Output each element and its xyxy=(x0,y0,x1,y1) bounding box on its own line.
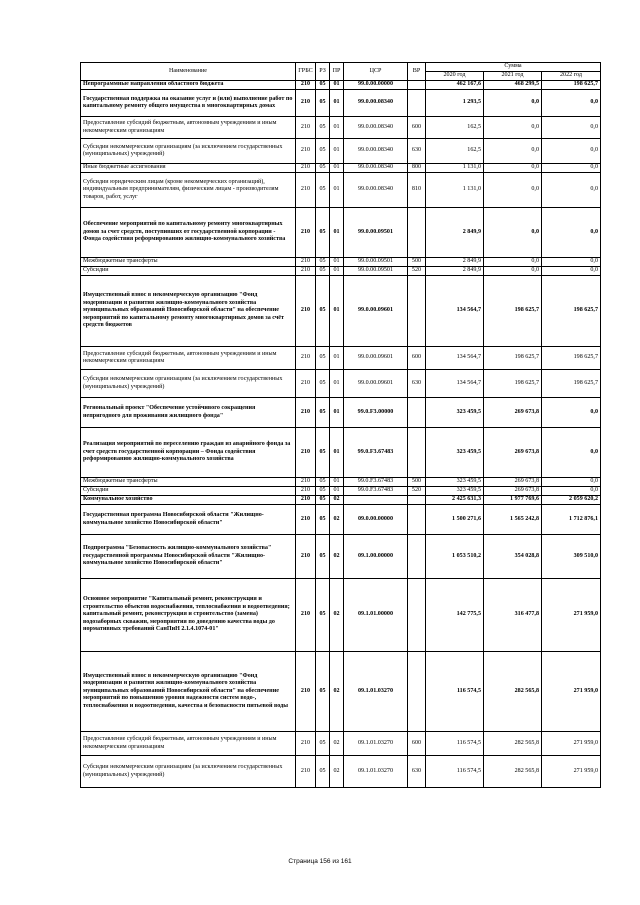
row-value-2022: 271 959,0 xyxy=(542,732,601,756)
row-value-2021: 0,0 xyxy=(484,208,542,258)
row-value-2020: 1 293,5 xyxy=(426,90,484,117)
row-value-2020: 2 425 631,3 xyxy=(426,496,484,505)
table-row xyxy=(81,90,601,117)
row-value-2022: 271 959,0 xyxy=(542,652,601,732)
row-rz: 05 xyxy=(316,652,330,732)
row-grbs: 210 xyxy=(296,90,316,117)
budget-page xyxy=(80,62,600,788)
row-value-2022: 0,0 xyxy=(542,428,601,478)
row-pr: 02 xyxy=(330,756,344,788)
row-grbs: 210 xyxy=(296,428,316,478)
row-value-2022: 0,0 xyxy=(542,208,601,258)
row-value-2022: 198 625,7 xyxy=(542,347,601,370)
row-pr: 02 xyxy=(330,505,344,535)
row-vr xyxy=(408,90,426,117)
table-row xyxy=(81,208,601,258)
row-value-2021: 269 673,8 xyxy=(484,398,542,428)
row-value-2021: 282 565,8 xyxy=(484,652,542,732)
row-vr xyxy=(408,81,426,90)
row-name: Субсидии xyxy=(81,267,296,276)
table-row xyxy=(81,117,601,139)
row-pr: 01 xyxy=(330,267,344,276)
row-grbs: 210 xyxy=(296,496,316,505)
row-vr xyxy=(408,276,426,347)
row-grbs: 210 xyxy=(296,535,316,579)
row-vr xyxy=(408,398,426,428)
row-value-2022: 198 625,7 xyxy=(542,370,601,398)
row-value-2022: 0,0 xyxy=(542,398,601,428)
table-row xyxy=(81,164,601,173)
row-value-2021: 1 977 769,6 xyxy=(484,496,542,505)
table-row xyxy=(81,276,601,347)
row-name: Государственная программа Новосибирской области "Жилищно-коммунальное хозяйство Новосибирской области" xyxy=(81,505,296,535)
table-body xyxy=(81,81,601,788)
row-csr: 99.0.F3.67483 xyxy=(344,478,408,487)
table-row xyxy=(81,756,601,788)
row-csr: 99.0.00.09501 xyxy=(344,258,408,267)
row-value-2020: 1 053 510,2 xyxy=(426,535,484,579)
row-name: Предоставление субсидий бюджетным, автономным учреждениям и иным некоммерческим организациям xyxy=(81,347,296,370)
row-name: Непрограммные направления областного бюджета xyxy=(81,81,296,90)
row-pr: 01 xyxy=(330,487,344,496)
row-value-2022: 0,0 xyxy=(542,487,601,496)
row-vr: 630 xyxy=(408,756,426,788)
header-year-2021: 2021 год xyxy=(484,72,542,81)
row-name: Предоставление субсидий бюджетным, автономным учреждениям и иным некоммерческим организациям xyxy=(81,117,296,139)
row-value-2022: 271 959,0 xyxy=(542,579,601,652)
row-name: Региональный проект "Обеспечение устойчивого сокращения непригодного для проживания жилищного фонда" xyxy=(81,398,296,428)
table-row xyxy=(81,535,601,579)
row-value-2021: 0,0 xyxy=(484,164,542,173)
row-pr: 02 xyxy=(330,579,344,652)
row-value-2021: 0,0 xyxy=(484,117,542,139)
table-row xyxy=(81,487,601,496)
row-value-2021: 198 625,7 xyxy=(484,347,542,370)
row-pr: 01 xyxy=(330,90,344,117)
row-value-2022: 0,0 xyxy=(542,164,601,173)
row-csr: 09.1.01.03270 xyxy=(344,756,408,788)
row-rz: 05 xyxy=(316,732,330,756)
header-name: Наименование xyxy=(81,63,296,81)
row-name: Подпрограмма "Безопасность жилищно-коммунального хозяйства" государственной программы Новосибирской области "Жилищно-коммунальное хозяйство Новосибирской области" xyxy=(81,535,296,579)
row-pr: 02 xyxy=(330,496,344,505)
row-vr: 600 xyxy=(408,117,426,139)
row-csr: 99.0.00.08340 xyxy=(344,117,408,139)
row-rz: 05 xyxy=(316,535,330,579)
row-grbs: 210 xyxy=(296,164,316,173)
row-grbs: 210 xyxy=(296,370,316,398)
row-csr: 09.1.01.03270 xyxy=(344,652,408,732)
row-value-2020: 162,5 xyxy=(426,139,484,164)
row-value-2021: 0,0 xyxy=(484,267,542,276)
row-value-2021: 269 673,8 xyxy=(484,487,542,496)
row-grbs: 210 xyxy=(296,117,316,139)
row-value-2020: 2 849,9 xyxy=(426,208,484,258)
row-pr: 02 xyxy=(330,652,344,732)
row-grbs: 210 xyxy=(296,208,316,258)
header-pr: ПР xyxy=(330,63,344,81)
row-pr: 01 xyxy=(330,208,344,258)
row-rz: 05 xyxy=(316,267,330,276)
row-value-2021: 1 565 242,8 xyxy=(484,505,542,535)
row-pr: 01 xyxy=(330,173,344,208)
row-rz: 05 xyxy=(316,505,330,535)
row-rz: 05 xyxy=(316,428,330,478)
row-pr: 01 xyxy=(330,276,344,347)
table-row xyxy=(81,478,601,487)
row-value-2021: 0,0 xyxy=(484,258,542,267)
row-value-2020: 134 564,7 xyxy=(426,347,484,370)
row-name: Субсидии некоммерческим организациям (за исключением государственных (муниципальных) учреждений) xyxy=(81,370,296,398)
row-grbs: 210 xyxy=(296,139,316,164)
row-value-2020: 162,5 xyxy=(426,117,484,139)
row-vr xyxy=(408,579,426,652)
row-value-2022: 0,0 xyxy=(542,267,601,276)
row-value-2021: 269 673,8 xyxy=(484,478,542,487)
row-value-2020: 323 459,5 xyxy=(426,398,484,428)
row-rz: 05 xyxy=(316,347,330,370)
row-grbs: 210 xyxy=(296,276,316,347)
page-number: Страница 156 из 161 xyxy=(288,858,352,865)
row-value-2020: 1 131,0 xyxy=(426,164,484,173)
row-name: Имущественный взнос в некоммерческую организацию "Фонд модернизации и развития жилищно-коммунального хозяйства муниципальных образований Новосибирской области" на обеспечение мероприятий по капитальному ремонту многоквартирных домов за счёт средств бюджетов xyxy=(81,276,296,347)
row-grbs: 210 xyxy=(296,579,316,652)
header-rz: РЗ xyxy=(316,63,330,81)
row-csr: 09.1.00.00000 xyxy=(344,535,408,579)
row-value-2022: 0,0 xyxy=(542,478,601,487)
row-rz: 05 xyxy=(316,164,330,173)
row-pr: 02 xyxy=(330,732,344,756)
row-value-2022: 0,0 xyxy=(542,258,601,267)
row-value-2021: 282 565,8 xyxy=(484,756,542,788)
row-name: Межбюджетные трансферты xyxy=(81,478,296,487)
row-value-2021: 0,0 xyxy=(484,173,542,208)
row-name: Межбюджетные трансферты xyxy=(81,258,296,267)
row-rz: 05 xyxy=(316,173,330,208)
row-csr: 99.0.00.08340 xyxy=(344,90,408,117)
header-grbs: ГРБС xyxy=(296,63,316,81)
header-csr: ЦСР xyxy=(344,63,408,81)
table-row xyxy=(81,652,601,732)
row-grbs: 210 xyxy=(296,652,316,732)
row-value-2021: 198 625,7 xyxy=(484,370,542,398)
row-grbs: 210 xyxy=(296,478,316,487)
row-name: Имущественный взнос в некоммерческую организацию "Фонд модернизации и развития жилищно-коммунального хозяйства муниципальных образований Новосибирской области" на обеспечение мероприятий по повышению уровня надежности систем водо-, теплоснабжения и водоотведения, качества и безопасности питьевой воды xyxy=(81,652,296,732)
table-row xyxy=(81,267,601,276)
row-name: Основное мероприятие "Капитальный ремонт, реконструкция и строительство объектов водоснабжения, теплоснабжения и водоотведения; капитальный ремонт, реконструкция и строительство (замена) водозаборных скважин, мероприятия по доведению качества воды до нормативных требований СанПиН 2.1.4.1074-01" xyxy=(81,579,296,652)
row-grbs: 210 xyxy=(296,347,316,370)
row-value-2021: 269 673,8 xyxy=(484,428,542,478)
row-csr: 99.0.00.09501 xyxy=(344,267,408,276)
row-pr: 01 xyxy=(330,370,344,398)
table-row xyxy=(81,428,601,478)
row-rz: 05 xyxy=(316,756,330,788)
row-pr: 01 xyxy=(330,428,344,478)
row-vr: 500 xyxy=(408,258,426,267)
header-sum: Сумма xyxy=(426,63,601,72)
header-year-2022: 2022 год xyxy=(542,72,601,81)
row-name: Субсидии некоммерческим организациям (за исключением государственных (муниципальных) учреждений) xyxy=(81,756,296,788)
row-value-2021: 468 299,5 xyxy=(484,81,542,90)
row-grbs: 210 xyxy=(296,756,316,788)
row-value-2020: 134 564,7 xyxy=(426,370,484,398)
table-row xyxy=(81,398,601,428)
row-rz: 05 xyxy=(316,478,330,487)
row-csr: 09.0.00.00000 xyxy=(344,505,408,535)
row-value-2020: 323 459,5 xyxy=(426,487,484,496)
row-vr: 600 xyxy=(408,732,426,756)
row-csr: 99.0.F3.67483 xyxy=(344,428,408,478)
row-csr: 99.0.00.08340 xyxy=(344,139,408,164)
row-name: Предоставление субсидий бюджетным, автономным учреждениям и иным некоммерческим организациям xyxy=(81,732,296,756)
header-vr: ВР xyxy=(408,63,426,81)
table-row xyxy=(81,258,601,267)
row-pr: 01 xyxy=(330,478,344,487)
row-value-2021: 0,0 xyxy=(484,139,542,164)
row-value-2021: 282 565,8 xyxy=(484,732,542,756)
row-name: Коммунальное хозяйство xyxy=(81,496,296,505)
row-value-2020: 462 167,6 xyxy=(426,81,484,90)
row-rz: 05 xyxy=(316,139,330,164)
row-vr xyxy=(408,428,426,478)
row-value-2022: 0,0 xyxy=(542,90,601,117)
row-grbs: 210 xyxy=(296,487,316,496)
row-value-2020: 323 459,5 xyxy=(426,428,484,478)
row-name: Государственная поддержка на оказание услуг и (или) выполнение работ по капитальному ремонту общего имущества в многоквартирных домах xyxy=(81,90,296,117)
row-vr: 630 xyxy=(408,139,426,164)
row-value-2020: 1 131,0 xyxy=(426,173,484,208)
row-rz: 05 xyxy=(316,579,330,652)
row-csr: 99.0.00.00000 xyxy=(344,81,408,90)
header-year-2020: 2020 год xyxy=(426,72,484,81)
row-vr xyxy=(408,652,426,732)
row-csr: 99.0.00.08340 xyxy=(344,164,408,173)
row-value-2020: 2 849,9 xyxy=(426,267,484,276)
row-pr: 01 xyxy=(330,164,344,173)
row-vr: 520 xyxy=(408,487,426,496)
table-row xyxy=(81,173,601,208)
row-grbs: 210 xyxy=(296,505,316,535)
row-rz: 05 xyxy=(316,258,330,267)
row-pr: 01 xyxy=(330,398,344,428)
row-vr: 630 xyxy=(408,370,426,398)
row-csr: 99.0.F3.67483 xyxy=(344,487,408,496)
row-grbs: 210 xyxy=(296,732,316,756)
row-value-2020: 134 564,7 xyxy=(426,276,484,347)
row-vr: 500 xyxy=(408,478,426,487)
row-rz: 05 xyxy=(316,117,330,139)
row-value-2022: 0,0 xyxy=(542,139,601,164)
table-row xyxy=(81,347,601,370)
row-rz: 05 xyxy=(316,487,330,496)
row-value-2020: 323 459,5 xyxy=(426,478,484,487)
row-value-2020: 116 574,5 xyxy=(426,652,484,732)
row-pr: 02 xyxy=(330,535,344,579)
table-row xyxy=(81,81,601,90)
row-value-2022: 271 959,0 xyxy=(542,756,601,788)
row-grbs: 210 xyxy=(296,398,316,428)
row-pr: 01 xyxy=(330,258,344,267)
row-csr xyxy=(344,496,408,505)
row-csr: 99.0.00.09601 xyxy=(344,370,408,398)
row-rz: 05 xyxy=(316,398,330,428)
table-row xyxy=(81,505,601,535)
row-vr xyxy=(408,208,426,258)
row-vr: 810 xyxy=(408,173,426,208)
row-pr: 01 xyxy=(330,139,344,164)
row-rz: 05 xyxy=(316,370,330,398)
row-grbs: 210 xyxy=(296,267,316,276)
row-value-2022: 309 510,0 xyxy=(542,535,601,579)
row-name: Иные бюджетные ассигнования xyxy=(81,164,296,173)
row-vr xyxy=(408,505,426,535)
row-csr: 99.0.00.09601 xyxy=(344,276,408,347)
row-name: Субсидии некоммерческим организациям (за исключением государственных (муниципальных) учреждений) xyxy=(81,139,296,164)
row-value-2021: 198 625,7 xyxy=(484,276,542,347)
row-vr: 800 xyxy=(408,164,426,173)
row-csr: 09.1.01.00000 xyxy=(344,579,408,652)
row-name: Реализация мероприятий по переселению граждан из аварийного фонда за счет средств государственной корпорации – Фонда содействия реформированию жилищно-коммунального хозяйства xyxy=(81,428,296,478)
row-csr: 99.0.00.09501 xyxy=(344,208,408,258)
row-vr xyxy=(408,496,426,505)
row-value-2021: 316 477,8 xyxy=(484,579,542,652)
row-csr: 99.0.F3.00000 xyxy=(344,398,408,428)
row-vr: 520 xyxy=(408,267,426,276)
row-value-2022: 2 059 620,2 xyxy=(542,496,601,505)
row-value-2022: 198 625,7 xyxy=(542,276,601,347)
row-value-2020: 2 849,9 xyxy=(426,258,484,267)
row-pr: 01 xyxy=(330,81,344,90)
row-value-2022: 1 712 876,1 xyxy=(542,505,601,535)
row-value-2020: 1 500 271,6 xyxy=(426,505,484,535)
row-value-2022: 0,0 xyxy=(542,117,601,139)
row-rz: 05 xyxy=(316,81,330,90)
row-pr: 01 xyxy=(330,347,344,370)
row-csr: 99.0.00.09601 xyxy=(344,347,408,370)
row-rz: 05 xyxy=(316,496,330,505)
row-grbs: 210 xyxy=(296,173,316,208)
table-row xyxy=(81,370,601,398)
row-vr: 600 xyxy=(408,347,426,370)
row-grbs: 210 xyxy=(296,258,316,267)
row-grbs: 210 xyxy=(296,81,316,90)
row-rz: 05 xyxy=(316,90,330,117)
table-row xyxy=(81,139,601,164)
row-name: Обеспечение мероприятий по капитальному ремонту многоквартирных домов за счет средств, поступивших от государственной корпорации - Фонда содействия реформированию жилищно-коммунального хозяйства xyxy=(81,208,296,258)
budget-table xyxy=(80,62,601,788)
row-name: Субсидии xyxy=(81,487,296,496)
table-row xyxy=(81,496,601,505)
table-row xyxy=(81,732,601,756)
row-rz: 05 xyxy=(316,276,330,347)
row-value-2020: 142 775,5 xyxy=(426,579,484,652)
table-row xyxy=(81,579,601,652)
row-value-2021: 354 028,8 xyxy=(484,535,542,579)
row-csr: 99.0.00.08340 xyxy=(344,173,408,208)
row-pr: 01 xyxy=(330,117,344,139)
row-rz: 05 xyxy=(316,208,330,258)
row-vr xyxy=(408,535,426,579)
row-name: Субсидии юридическим лицам (кроме некоммерческих организаций), индивидуальным предпринимателям, физическим лицам - производителям товаров, работ, услуг xyxy=(81,173,296,208)
row-value-2021: 0,0 xyxy=(484,90,542,117)
row-value-2020: 116 574,5 xyxy=(426,756,484,788)
row-value-2022: 0,0 xyxy=(542,173,601,208)
row-value-2022: 198 625,7 xyxy=(542,81,601,90)
row-value-2020: 116 574,5 xyxy=(426,732,484,756)
row-csr: 09.1.01.03270 xyxy=(344,732,408,756)
